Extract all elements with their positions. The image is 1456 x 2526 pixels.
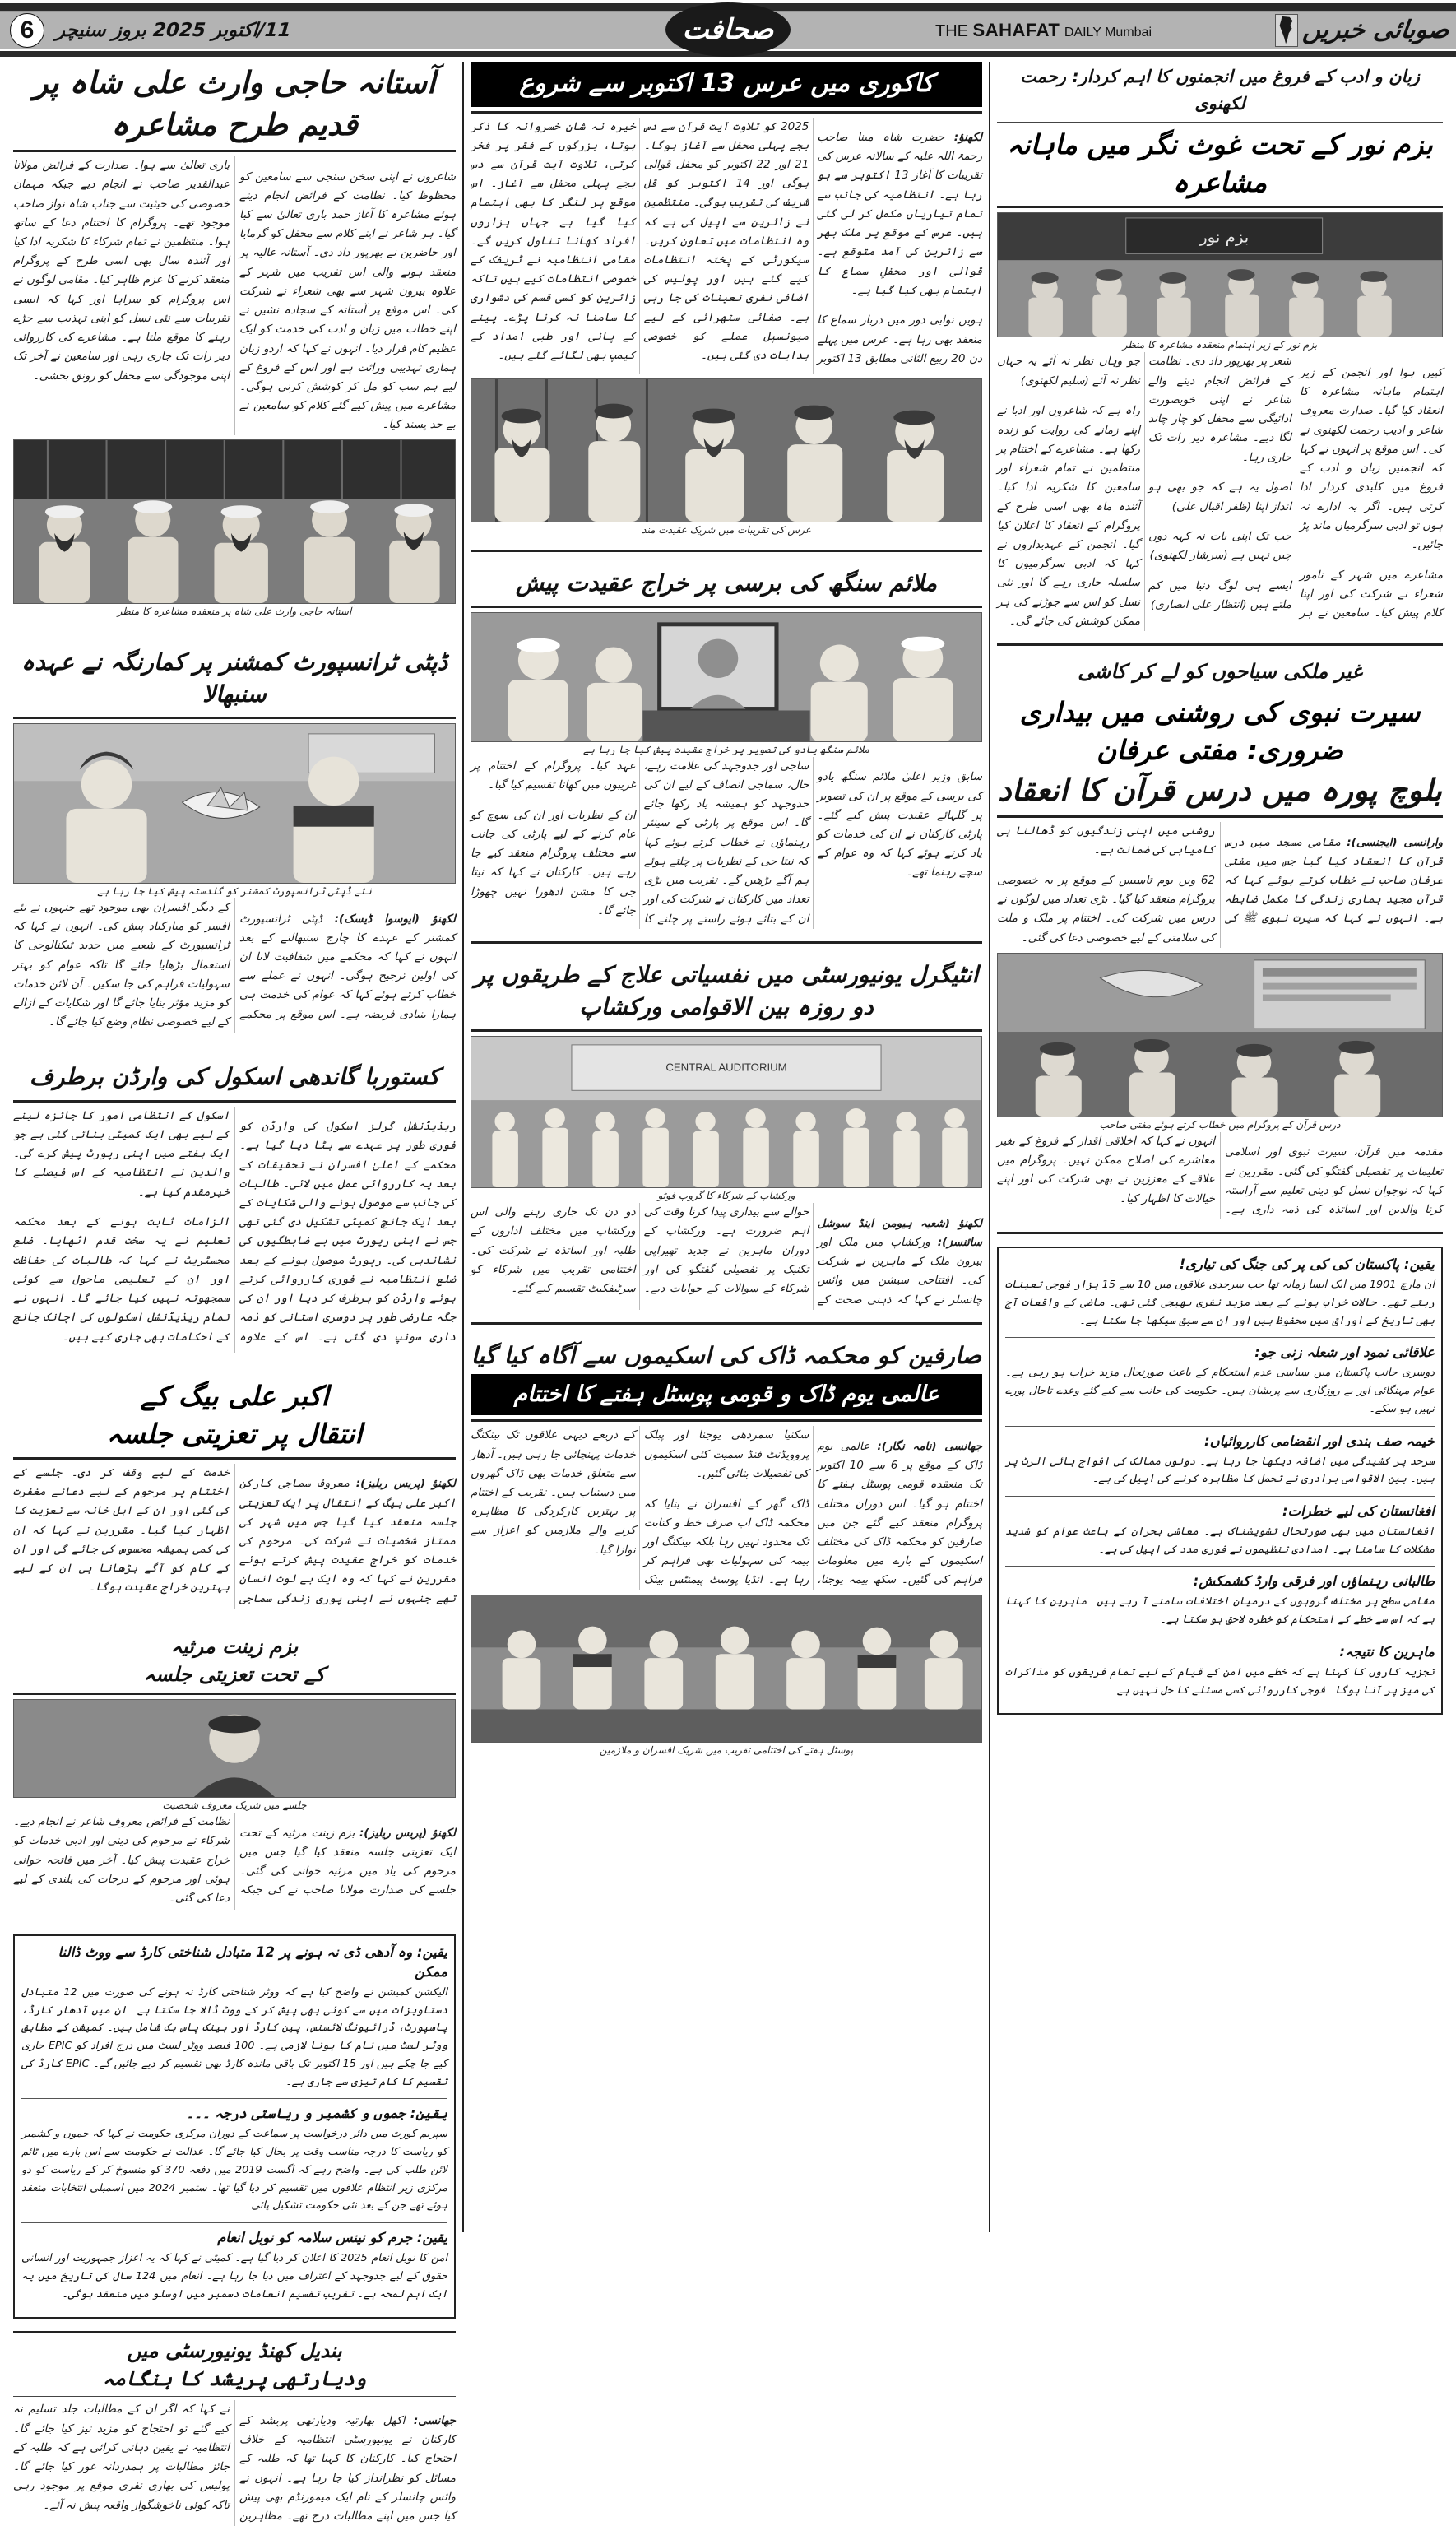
poem-line: جو وہاں نظر نہ آئے یہ جہاں نظر نہ آئے (سلیم لکھنوی) bbox=[997, 355, 1140, 388]
paragraph-text: ورکشاپ میں ملک اور بیرون ملک کے ماہرین نے شرکت کی۔ افتتاحی سیشن میں وائس چانسلر نے کہا کہ ذہنی صحت کے حوالے سے بیداری پیدا کرنا وقت کی اہم ضرورت ہے۔ ورکشاپ کے دوران ماہرین نے جدید تھیراپی تکنیک پر تفصیلی گفتگو کی اور شرکاء کے سوالات کے جوابات دیے۔ دو دن تک جاری رہنے والی اس ورکشاپ میں مختلف اداروں کے طلبہ اور اساتذہ نے شرکت کی۔ اختتامی تقریب میں شرکاء کو سرٹیفکیٹ تقسیم کیے گئے۔ bbox=[471, 1205, 982, 1307]
ghair-mulki-kicker: غیر ملکی سیاحوں کو لے کر کاشی bbox=[1078, 660, 1362, 684]
akbar-headline-line1: اکبر علی بیگ کے bbox=[140, 1379, 329, 1412]
brief-text: تجزیہ کاروں کا کہنا ہے کہ خطے میں امن کے قیام کے لیے تمام فریقوں کو مذاکرات کی میز پر آنا ہوگا۔ فوجی کارروائی کسی مسئلے کا حل نہیں ہے۔ bbox=[1005, 1665, 1435, 1697]
sahafat-logo: صحافت bbox=[665, 2, 791, 57]
masthead-latin-title bbox=[935, 20, 1152, 41]
dateline: لکھنؤ (پریس ریلیز): bbox=[359, 1826, 457, 1840]
akbar-body bbox=[13, 1464, 456, 1609]
article-bazm-zeenat bbox=[13, 1633, 456, 1910]
divider bbox=[13, 1100, 456, 1103]
paragraph: ڈاک گھر کے افسران نے بتایا کہ محکمہ ڈاک اب صرف خط و کتابت تک محدود نہیں رہا بلکہ بینکنگ اور بیمہ کی سہولیات بھی فراہم کر رہا ہے۔ انڈیا پوسٹ پیمنٹس بینک کے ذریعے دیہی علاقوں تک بینکنگ خدمات پہنچائی جا رہی ہیں۔ آدھار سے متعلق خدمات بھی ڈاک گھروں میں دستیاب ہیں۔ تقریب کے اختتام پر بہترین کارکردگی کا مظاہرہ کرنے والے ملازمین کو اعزاز سے نوازا گیا۔ bbox=[471, 1428, 809, 1587]
paragraph: باری تعالیٰ سے ہوا۔ صدارت کے فرائض مولانا عبدالقدیر صاحب نے انجام دیے جبکہ مہمان خصوصی کی حیثیت سے جناب شاہ نواز صاحب موجود تھے۔ پروگرام کا اختتام دعا کے ساتھ ہوا۔ منتظمین نے تمام شرکاء کا شکریہ ادا کیا اور آئندہ سال بھی اسی طرح کے پروگرام منعقد کرنے کا عزم ظاہر کیا۔ مقامی لوگوں نے اس پروگرام کو سراہا اور کہا کہ ایسی تقریبات سے نئی نسل کو اپنی تہذیب سے جڑے رہنے کا موقع ملتا ہے۔ مشاعرے کی کارروائی دیر رات تک جاری رہی اور سامعین نے آخر تک اپنی موجودگی سے محفل کو رونق بخشی۔ bbox=[13, 159, 230, 383]
baloch-pura-body-top bbox=[997, 822, 1443, 948]
masthead-left bbox=[1209, 14, 1456, 47]
news-brief bbox=[1005, 1642, 1435, 1699]
paragraph: مقدمہ میں قرآن، سیرت نبوی اور اسلامی تعلیمات پر تفصیلی گفتگو کی گئی۔ مقررین نے کہا کہ نوجوان نسل کو دینی تعلیم سے آراستہ کرنا والدین اور اساتذہ کی ذمہ داری ہے۔ انہوں نے کہا کہ اخلاقی اقدار کے فروغ کے بغیر معاشرے کی اصلاح ممکن نہیں۔ پروگرام میں علاقے کے معززین نے بھی شرکت کی اور اپنے خیالات کا اظہار کیا۔ bbox=[997, 1134, 1443, 1217]
article-astana-mushaira bbox=[13, 62, 456, 619]
dateline: جھانسی (نامہ نگار): bbox=[877, 1439, 982, 1453]
article-baloch-pura bbox=[997, 658, 1443, 1219]
divider bbox=[471, 550, 982, 552]
paragraph: مشاعرے میں شہر کے نامور شعراء نے شرکت کی اور اپنا کلام پیش کیا۔ سامعین نے ہر شعر پر بھرپور داد دی۔ نظامت کے فرائض انجام دینے والے شاعر نے اپنی خوبصورت ادائیگی سے محفل کو چار چاند لگا دیے۔ مشاعرہ دیر رات تک جاری رہا۔ bbox=[1148, 355, 1443, 620]
paragraph bbox=[13, 898, 456, 1033]
astana-body-top bbox=[13, 156, 456, 435]
paragraph: ان کے نظریات اور ان کی سوچ کو عام کرنے کے لیے پارٹی کی جانب سے مختلف پروگرام منعقد کیے جا رہے ہیں۔ کارکنان نے کہا کہ نیتا جی کا مشن ادھورا نہیں چھوڑا جائے گا۔ bbox=[471, 808, 636, 917]
brief-title: افغانستان کی لیے خطرات: bbox=[1282, 1503, 1435, 1519]
mushaira-gathering-photo bbox=[13, 439, 456, 604]
column-left bbox=[7, 62, 462, 2524]
article-integral-workshop bbox=[471, 956, 982, 1310]
brief-title: یقین: پاکستان کی کی پر کی جنگ کی تیاری! bbox=[1179, 1256, 1435, 1273]
paragraph bbox=[471, 1203, 982, 1310]
dateline: جھانسی: bbox=[413, 2413, 456, 2427]
divider bbox=[13, 1693, 456, 1695]
paragraph bbox=[13, 2400, 456, 2526]
news-brief bbox=[1005, 1572, 1435, 1628]
brief-text: سپریم کورٹ میں دائر درخواست پر سماعت کے دوران مرکزی حکومت نے کہا کہ جموں و کشمیر کو ریاست کا درجہ مناسب وقت پر بحال کیا جائے گا۔ عدالت نے حکومت سے اس بارے میں ٹائم لائن طلب کی ہے۔ واضح رہے کہ اگست 2019 میں دفعہ 370 کو منسوخ کر کے ریاست کو دو مرکزی زیر انتظام علاقوں میں تقسیم کر دیا گیا تھا۔ ستمبر 2024 میں اسمبلی انتخابات منعقد ہوئے تھے جن کے بعد نئی حکومت تشکیل پائی۔ bbox=[21, 2128, 447, 2213]
deputy-transport-headline: ڈپٹی ٹرانسپورٹ کمشنر پر کمارنگہ نے عہدہ سنبھالا bbox=[21, 648, 448, 708]
mulayam-headline: ملائم سنگھ کی برسی پر خراج عقیدت پیش bbox=[515, 569, 938, 597]
paragraph: سابق وزیر اعلیٰ ملائم سنگھ یادو کی برسی کے موقع پر ان کی تصویر پر گلہائے عقیدت پیش کیے گئے۔ پارٹی کارکنان نے ان کی خدمات کو یاد کرتے ہوئے کہا کہ وہ عوام کے سچے رہنما تھے۔ bbox=[817, 770, 982, 880]
divider bbox=[471, 1419, 982, 1422]
article-bazm-noor bbox=[997, 62, 1443, 631]
bazm-zeenat-headline-2: کے تحت تعزیتی جلسہ bbox=[144, 1662, 325, 1686]
divider bbox=[997, 122, 1443, 123]
column-middle bbox=[462, 62, 989, 2232]
bundelkhand-body bbox=[13, 2400, 456, 2526]
news-briefs-box-1 bbox=[997, 1247, 1443, 1715]
paragraph: خیرہ نہ شانِ خسروانہ کا ذکر ہوتا، بزرگوں کے فقر پر فخر کرتی، تلاوت آیت قرآن سے دس بجے پہلی محفل سے آغاز۔ اس موقع پر لنگر کا بھی اہتمام کیا گیا ہے جہاں ہزاروں افراد کھانا تناول کریں گے۔ مقامی انتظامیہ نے ٹریفک کے خصوصی انتظامات کیے ہیں تاکہ زائرین کو کسی قسم کی دشواری کا سامنا نہ کرنا پڑے۔ پینے کے پانی اور طبی امداد کے کیمپ بھی لگائے گئے ہیں۔ bbox=[471, 119, 636, 363]
divider bbox=[1005, 1426, 1435, 1427]
paragraph-text: اکھل بھارتیہ ودیارتھی پریشد کے کارکنان نے یونیورسٹی انتظامیہ کے خلاف احتجاج کیا۔ کارکنان کا کہنا تھا کہ طلبہ کے مسائل کو نظرانداز کیا جا رہا ہے۔ انہوں نے وائس چانسلر کے نام ایک میمورنڈم بھی پیش کیا جس میں اپنے مطالبات درج تھے۔ مظاہرین نے کہا کہ اگر ان کے مطالبات جلد تسلیم نہ کیے گئے تو احتجاج کو مزید تیز کیا جائے گا۔ انتظامیہ نے یقین دہانی کرائی ہے کہ طلبہ کے جائز مطالبات پر ہمدردانہ غور کیا جائے گا۔ پولیس کی بھاری نفری موقع پر موجود رہی تاکہ کوئی ناخوشگوار واقعہ پیش نہ آئے۔ bbox=[13, 2403, 456, 2524]
divider bbox=[997, 1232, 1443, 1234]
latin-city: DAILY Mumbai bbox=[1064, 25, 1152, 39]
masthead bbox=[0, 3, 1456, 57]
bazm-noor-mushaira-photo bbox=[997, 212, 1443, 337]
divider bbox=[13, 150, 456, 152]
brief-title: طالبانی رہنماؤں اور فرقی وارڈ کشمکش: bbox=[1193, 1573, 1435, 1590]
paragraph: ریذیڈنشل گرلز اسکول کی وارڈن کو فوری طور پر عہدے سے ہٹا دیا گیا ہے۔ محکمے کے اعلیٰ افسران نے تحقیقات کے بعد یہ کارروائی عمل میں لائی۔ طالبات کی جانب سے موصول ہونے والی شکایات کے بعد ایک جانچ کمیٹی تشکیل دی گئی تھی جس نے اپنی رپورٹ میں بے ضابطگیوں کی نشاندہی کی۔ رپورٹ موصول ہونے کے بعد ضلع انتظامیہ نے فوری کارروائی کرتے ہوئے وارڈن کو برطرف کر دیا اور ان کی جگہ عارضی طور پر دوسری استانی کو ذمہ داری سونپ دی گئی ہے۔ اس کے علاوہ اسکول کے انتظامی امور کا جائزہ لینے کے لیے بھی ایک کمیٹی بنائی گئی ہے جو ایک ہفتے میں اپنی رپورٹ پیش کرے گی۔ والدین نے انتظامیہ کے اس فیصلے کا خیرمقدم کیا ہے۔ bbox=[13, 1108, 456, 1344]
svg-text:CENTRAL AUDITORIUM: CENTRAL AUDITORIUM bbox=[665, 1061, 787, 1074]
column-right bbox=[989, 62, 1449, 2232]
mushaira-photo-caption: آستانہ حاجی وارث علی شاہ پر منعقدہ مشاعرہ کا منظر bbox=[117, 605, 352, 617]
postal-headline: صارفین کو محکمہ ڈاک کی اسکیموں سے آگاہ کیا گیا bbox=[471, 1341, 982, 1369]
workshop-group-photo bbox=[471, 1036, 982, 1188]
dateline: لکھنؤ (شعبہ ہیومن اینڈ سوشل سائنسز): bbox=[817, 1216, 983, 1249]
paragraph-text: ڈپٹی ٹرانسپورٹ کمشنر کے عہدے کا چارج سنبھالنے کے بعد انہوں نے کہا کہ محکمے میں شفافیت لانا ان کی اولین ترجیح ہوگی۔ انہوں نے عملے سے خطاب کرتے ہوئے کہا کہ عوام کی خدمت ہی ہمارا بنیادی فریضہ ہے۔ اس موقع پر محکمے کے دیگر افسران بھی موجود تھے جنہوں نے نئے افسر کو مبارکباد پیش کی۔ انہوں نے کہا کہ ٹرانسپورٹ کے شعبے میں جدید ٹیکنالوجی کا استعمال بڑھایا جائے گا تاکہ عوام کو بہتر سہولیات فراہم کی جا سکیں۔ آن لائن خدمات کو مزید مؤثر بنایا جائے گا اور شکایات کے ازالے کے لیے خصوصی نظام وضع کیا جائے گا۔ bbox=[13, 901, 456, 1029]
paragraph bbox=[13, 1813, 456, 1910]
divider bbox=[13, 717, 456, 719]
news-brief bbox=[21, 2104, 447, 2215]
brief-title: ماہرین کا نتیجہ: bbox=[1339, 1643, 1435, 1660]
paragraph-text: معروف سماجی کارکن اکبر علی بیگ کے انتقال پر ایک تعزیتی جلسہ منعقد کیا گیا جس میں شہر کی ممتاز شخصیات نے شرکت کی۔ مرحوم کی خدمات کو خراج عقیدت پیش کرتے ہوئے مقررین نے کہا کہ وہ ایک بے لوث انسان تھے جنہوں نے اپنی پوری زندگی سماجی خدمت کے لیے وقف کر دی۔ جلسے کے اختتام پر مرحوم کے لیے دعائے مغفرت کی گئی اور ان کے اہل خانہ سے تعزیت کا اظہار کیا گیا۔ مقررین نے کہا کہ ان کی کمی ہمیشہ محسوس کی جائے گی اور ان کے کام کو آگے بڑھانا ہی ان کے لیے بہترین خراج عقیدت ہوگا۔ bbox=[13, 1465, 456, 1605]
divider bbox=[1005, 1337, 1435, 1338]
brief-title: علاقائی نمود اور شعلہ زنی جو: bbox=[1254, 1344, 1435, 1361]
latin-brand: SAHAFAT bbox=[972, 19, 1060, 40]
divider bbox=[471, 1322, 982, 1325]
akbar-headline-line2: انتقال پر تعزیتی جلسہ bbox=[106, 1417, 363, 1450]
postal-photo-caption: پوسٹل ہفتے کی اختتامی تقریب میں شریک افسران و ملازمین bbox=[599, 1744, 854, 1756]
divider bbox=[13, 2331, 456, 2333]
workshop-photo-caption: ورکشاپ کے شرکاء کا گروپ فوٹو bbox=[657, 1190, 795, 1202]
article-kasturba-warden bbox=[13, 1058, 456, 1352]
news-brief bbox=[1005, 1502, 1435, 1558]
paragraph: 62 ویں یوم تاسیس کے موقع پر یہ خصوصی پروگرام منعقد کیا گیا۔ بڑی تعداد میں لوگوں نے درس میں شرکت کی۔ اختتام پر ملک و ملت کی سلامتی کے لیے خصوصی دعا کی گئی۔ bbox=[997, 873, 1215, 945]
bazm-noor-body bbox=[997, 352, 1443, 631]
svg-text:بزم نور: بزم نور bbox=[1199, 228, 1250, 247]
seerat-nabvi-headline: سیرت نبوی کی روشنی میں بیداری ضروری: مفتی عرفان bbox=[1019, 695, 1421, 766]
masthead-bar bbox=[0, 11, 1456, 49]
state-news-label: صوبائی خبریں bbox=[1301, 16, 1451, 44]
news-brief bbox=[21, 2228, 447, 2303]
bazm-noor-kicker: زبان و ادب کے فروغ میں انجمنوں کا اہم کردار: رحمت لکھنوی bbox=[1020, 67, 1420, 114]
mulayam-body bbox=[471, 757, 982, 929]
poem-line: جب تک اپنی بات نہ کہہ دوں چین نہیں ہے (سرشار لکھنوی) bbox=[1148, 530, 1291, 563]
astana-headline: آستانہ حاجی وارث علی شاہ پر قدیم طرح مشاعرہ bbox=[33, 65, 436, 143]
paragraph: ساجی اور جدوجہد کی علامت رہے، حال، سماجی انصاف کے لیے ان کی جدوجہد کو ہمیشہ یاد رکھا جائے گا۔ اس موقع پر پارٹی کے سینئر رہنماؤں نے خطاب کرتے ہوئے کہا کہ نیتا جی کے نظریات پر چلتے ہوئے ہم آگے بڑھیں گے۔ تقریب میں بڑی تعداد میں کارکنان نے شرکت کی اور ان کے بتائے ہوئے راستے پر چلنے کا عہد کیا۔ پروگرام کے اختتام پر غریبوں میں کھانا تقسیم کیا گیا۔ bbox=[471, 759, 809, 926]
postal-week-ceremony-photo bbox=[471, 1595, 982, 1743]
news-brief bbox=[1005, 1432, 1435, 1488]
divider bbox=[13, 1457, 456, 1460]
brief-text: افغانستان میں بھی صورتحال تشویشناک ہے۔ معاشی بحران کے باعث عوام کو شدید مشکلات کا سامنا ہے۔ امدادی تنظیموں نے فوری مدد کی اپیل کی ہے۔ bbox=[1005, 1525, 1435, 1556]
news-brief bbox=[1005, 1343, 1435, 1418]
workshop-body bbox=[471, 1203, 982, 1310]
bundelkhand-headline-2: ودیارتھی پریشد کا ہنگامہ bbox=[102, 2366, 367, 2390]
issue-date: 11/اکتوبر 2025 بروز سنیچر bbox=[55, 19, 292, 41]
news-brief bbox=[1005, 1255, 1435, 1330]
baloch-pura-body-bottom bbox=[997, 1132, 1443, 1219]
paragraph-text: مقامی مسجد میں درس قرآن کا انعقاد کیا گیا جس میں مفتی عرفان صاحب نے خطاب کرتے ہوئے کہا کہ قرآن مجید ہماری زندگی کا مکمل ضابطہ ہے۔ انہوں نے کہا کہ سیرت نبوی ﷺ کی روشنی میں اپنی زندگیوں کو ڈھالنا ہی کامیابی کی ضمانت ہے۔ bbox=[997, 824, 1443, 926]
paragraph: الزامات ثابت ہونے کے بعد محکمہ تعلیم نے یہ سخت قدم اٹھایا۔ ضلع مجسٹریٹ نے کہا کہ طالبات کی حفاظت اور ان کے تعلیمی ماحول سے کوئی سمجھوتہ نہیں کیا جائے گا۔ انہوں نے تمام ریذیڈنشل اسکولوں کی اچانک جانچ کے احکامات بھی جاری کیے ہیں۔ bbox=[13, 1215, 230, 1344]
article-akbar-ali-beg bbox=[13, 1377, 456, 1609]
dateline: لکھنؤ (ایوسوا ڈیسک): bbox=[334, 912, 456, 926]
paragraph-text: حضرت شاہ مینا صاحب رحمۃ اللہ علیہ کے سالانہ عرس کی تقریبات کا آغاز 13 اکتوبر سے ہو رہا ہے۔ انتظامیہ کی جانب سے تمام تیاریاں مکمل کر لی گئی ہیں۔ عرس کے موقع پر ملک بھر سے زائرین کی آمد متوقع ہے۔ قوالی اور محفلِ سماع کا اہتمام بھی کیا گیا ہے۔ bbox=[817, 131, 982, 297]
paragraph-text: عالمی یوم ڈاک کے موقع پر 6 سے 10 اکتوبر تک منعقدہ قومی پوسٹل ہفتے کا اختتام ہو گیا۔ اس دوران مختلف پروگرام منعقد کیے گئے جن میں صارفین کو محکمہ ڈاک کی مختلف اسکیموں کے بارے میں معلومات فراہم کی گئیں۔ سکھ بیمہ یوجنا، سکنیا سمردھی یوجنا اور پبلک پروویڈنٹ فنڈ سمیت کئی اسکیموں کی تفصیلات بتائی گئیں۔ bbox=[643, 1428, 982, 1587]
divider bbox=[997, 815, 1443, 818]
kakori-headline: کاکوری میں عرس 13 اکتوبر سے شروع bbox=[471, 62, 982, 107]
divider bbox=[997, 206, 1443, 208]
officer-photo-caption: نئے ڈپٹی ٹرانسپورٹ کمشنر کو گلدستہ پیش کیا جا رہا ہے bbox=[97, 885, 372, 898]
brief-text: الیکشن کمیشن نے واضح کیا ہے کہ ووٹر شناختی کارڈ نہ ہونے کی صورت میں 12 متبادل دستاویزات میں سے کوئی بھی پیش کر کے ووٹ ڈالا جا سکتا ہے۔ ان میں آدھار کارڈ، پاسپورٹ، ڈرائیونگ لائسنس، پین کارڈ اور بینک پاس بک شامل ہیں۔ کمیشن کے مطابق ووٹر لسٹ میں نام کا ہونا لازمی ہے۔ 100 فیصد ووٹر لسٹ میں درج افراد کو EPIC جاری کیے جا چکے ہیں اور 15 اکتوبر تک باقی ماندہ کارڈ بھی تقسیم کر دیے جائیں گے۔ EPIC کارڈ کی تقسیم کا کام تیزی سے جاری ہے۔ bbox=[21, 1985, 448, 2088]
masthead-right bbox=[0, 13, 291, 48]
divider bbox=[1005, 1496, 1435, 1497]
bazm-noor-headline: بزم نور کے تحت غوث نگر میں ماہانہ مشاعرہ bbox=[1007, 128, 1433, 199]
baloch-pura-headline: بلوچ پورہ میں درس قرآن کا انعقاد bbox=[998, 773, 1442, 808]
kasturba-body bbox=[13, 1107, 456, 1353]
urs-devotees-photo bbox=[471, 378, 982, 522]
paragraph: شاعروں نے اپنی سخن سنجی سے سامعین کو محظوظ کیا۔ نظامت کے فرائض انجام دیتے ہوئے مشاعرہ کا آغاز حمد باری تعالیٰ سے کیا گیا۔ ہر شاعر نے اپنے کلام سے محفل کو گرمایا اور حاضرین نے بھرپور داد دی۔ آستانہ عالیہ پر منعقد ہونے والی اس تقریب میں شہر کے علاوہ بیرون شہر سے بھی شعراء نے شرکت کی۔ اس موقع پر آستانہ کے سجادہ نشیں نے اپنے خطاب میں زبان و ادب کی خدمت کو ایک عظیم کام قرار دیا۔ انہوں نے کہا کہ اردو زبان ہماری تہذیبی وراثت ہے اور اس کے فروغ کے لیے ہم سب کو مل کر کوشش کرنی ہوگی۔ مشاعرے میں پیش کیے گئے کلام کو سامعین نے بے حد پسند کیا۔ bbox=[239, 169, 456, 432]
divider bbox=[1005, 1566, 1435, 1567]
article-mulayam-tribute bbox=[471, 564, 982, 929]
dateline: وارانسی (ایجنسی): bbox=[1347, 835, 1443, 849]
bazm-noor-photo-caption: بزم نور کے زیر اہتمام منعقدہ مشاعرہ کا منظر bbox=[1122, 339, 1318, 351]
quran-lecture-photo-caption: درس قرآن کے پروگرام میں خطاب کرتے ہوئے مفتی صاحب bbox=[1099, 1118, 1341, 1131]
paragraph-text: بزم زینت مرثیہ کے تحت ایک تعزیتی جلسہ منعقد کیا گیا جس میں مرحوم کی یاد میں مرثیہ خوانی کی گئی۔ جلسے کی صدارت مولانا صاحب نے کی جبکہ نظامت کے فرائض معروف شاعر نے انجام دیے۔ شرکاء نے مرحوم کی دینی اور ادبی خدمات کو خراج عقیدت پیش کیا۔ آخر میں فاتحہ خوانی ہوئی اور مرحوم کے درجات کی بلندی کے لیے دعا کی گئی۔ bbox=[13, 1815, 456, 1905]
paragraph: راہ ہے کہ شاعروں اور ادبا نے اپنے زمانے کی روایت کو زندہ رکھا ہے۔ مشاعرے کے اختتام پر منتظمین نے تمام شعراء اور سامعین کا شکریہ ادا کیا۔ آئندہ ماہ بھی اسی طرح کے پروگرام کے انعقاد کا اعلان کیا گیا۔ انجمن کے عہدیداروں نے کہا کہ ادبی سرگرمیوں کا سلسلہ جاری رہے گا اور نئی نسل کو اس سے جوڑنے کی ہر ممکن کوشش کی جائے گی۔ bbox=[997, 404, 1140, 628]
postal-subheadline: عالمی یوم ڈاک و قومی پوسٹل ہفتے کا اختتام bbox=[471, 1374, 982, 1415]
paragraph bbox=[817, 128, 982, 300]
india-map-icon bbox=[1275, 14, 1298, 47]
divider bbox=[471, 606, 982, 608]
brief-title: یقین: جرم کو نینس سلامہ کو نوبل انعام bbox=[217, 2230, 447, 2246]
brief-text: ان مارچ 1901 میں ایک ایسا زمانہ تھا جب سرحدی علاقوں میں 10 سے 15 ہزار فوجی تعینات رہتے تھے۔ حالات خراب ہونے کے بعد مزید نفری بھیجی گئی تھی۔ ماضی کے واقعات آج بھی تاریخ کے اوراق میں محفوظ ہیں اور ان سے سبق سیکھا جا سکتا ہے۔ bbox=[1005, 1279, 1435, 1327]
news-brief bbox=[21, 1943, 447, 2091]
brief-text: مقامی سطح پر مختلف گروہوں کے درمیان اختلافات سامنے آ رہے ہیں۔ ماہرین کا کہنا ہے کہ اس سے خطے کے استحکام کو خطرہ لاحق ہو سکتا ہے۔ bbox=[1005, 1595, 1435, 1627]
tribute-portrait-photo bbox=[471, 612, 982, 742]
divider bbox=[471, 1029, 982, 1032]
article-kakori-urs bbox=[471, 62, 982, 537]
brief-title: یقین: جموں و کشمیر و ریاستی درجہ ۔۔۔ bbox=[186, 2106, 447, 2122]
urs-photo-caption: عرس کی تقریبات میں شریک عقیدت مند bbox=[642, 523, 811, 536]
brief-text: سرحد پر کشیدگی میں اضافہ دیکھا جا رہا ہے۔ دونوں ممالک کی افواج ہائی الرٹ پر ہیں۔ بین الاقوامی برادری نے تحمل کا مظاہرہ کرنے کی اپیل کی ہے۔ bbox=[1005, 1455, 1435, 1486]
bazm-zeenat-body bbox=[13, 1813, 456, 1910]
brief-title: خیمہ صف بندی اور انقضامی کارروائیاں: bbox=[1203, 1432, 1435, 1449]
divider bbox=[13, 2396, 456, 2397]
divider bbox=[471, 111, 982, 114]
quran-lecture-photo bbox=[997, 953, 1443, 1117]
paragraph: ہویں نوابی دور میں دربار سماع کا منعقد بھی رہا ہے۔ عرس میں پہلے دن 20 ربیع الثانی مطابق 13 اکتوبر 2025 کو تلاوت آیت قرآن سے دس بجے پہلی محفل سے آغاز ہوگا۔ 21 اور 22 اکتوبر کو محفل قوالی ہوگی اور 14 اکتوبر کو قل شریف کی تقریب ہوگی۔ منتظمین نے زائرین سے اپیل کی ہے کہ وہ انتظامات میں تعاون کریں۔ سیکورٹی کے پختہ انتظامات کیے گئے ہیں اور پولیس کی اضافی نفری تعینات کی جا رہی ہے۔ صفائی ستھرائی کے لیے میونسپل عملے کو خصوصی ہدایات دی گئی ہیں۔ bbox=[643, 119, 982, 365]
divider bbox=[471, 941, 982, 944]
kasturba-headline: کستوربا گاندھی اسکول کی وارڈن برطرف bbox=[29, 1063, 440, 1091]
officer-felicitation-photo bbox=[13, 723, 456, 884]
tribute-photo-caption: ملائم سنگھ یادو کی تصویر پر خراج عقیدت پیش کیا جا رہا ہے bbox=[582, 743, 870, 755]
bazm-zeenat-headline-1: بزم زینت مرثیہ bbox=[170, 1634, 299, 1658]
news-briefs-box-2 bbox=[13, 1934, 456, 2319]
brief-title: یقین: وہ آدھی ڈی نہ ہونے پر 12 متبادل شناختی کارڈ سے ووٹ ڈالنا ممکن bbox=[58, 1944, 447, 1980]
paragraph bbox=[13, 1464, 456, 1609]
poem-line: اصول یہ ہے کہ جو بھی ہو انداز اپنا (ظفر اقبال علی) bbox=[1148, 481, 1291, 513]
poem-line: ایسے ہی لوگ دنیا میں کم ملتے ہیں (انتظار علی انصاری) bbox=[1148, 579, 1291, 612]
article-bundelkhand bbox=[13, 2327, 456, 2526]
brief-text: دوسری جانب پاکستان میں سیاسی عدم استحکام کے باعث صورتحال مزید خراب ہو رہی ہے۔ عوام مہنگائی اور بے روزگاری سے پریشان ہیں۔ حکومت کی جانب سے کیے گئے وعدے تاحال پورے نہیں ہو سکے۔ bbox=[1005, 1367, 1435, 1415]
brief-text: امن کا نوبل انعام 2025 کا اعلان کر دیا گیا ہے۔ کمیٹی نے کہا کہ یہ اعزاز جمہوریت اور انسانی حقوق کے لیے جدوجہد کے اعتراف میں دیا جا رہا ہے۔ انعام میں 124 سال کی تاریخ میں یہ ایک اہم لمحہ ہے۔ تقریب تقسیم انعامات دسمبر میں اوسلو میں منعقد ہوگی۔ bbox=[21, 2252, 448, 2301]
workshop-headline: انٹیگرل یونیورسٹی میں نفسیاتی علاج کے طریقوں پر دو روزہ بین الاقوامی ورکشاپ bbox=[474, 960, 979, 1020]
divider bbox=[997, 643, 1443, 646]
article-deputy-transport bbox=[13, 643, 456, 1034]
deputy-transport-body bbox=[13, 898, 456, 1033]
dateline: لکھنؤ (پریس ریلیز): bbox=[355, 1477, 456, 1491]
latin-the: THE bbox=[934, 21, 968, 40]
bundelkhand-headline-1: بندیل کھنڈ یونیورسٹی میں bbox=[127, 2339, 342, 2363]
bazm-zeenat-photo-caption: جلسے میں شریک معروف شخصیت bbox=[162, 1799, 307, 1812]
portrait-man-photo bbox=[13, 1699, 456, 1798]
paragraph: کپیں ہوا اور انجمن کے زیر اہتمام ماہانہ مشاعرہ کا انعقاد کیا گیا۔ صدارت معروف شاعر و ادیب رحمت لکھنوی نے کی۔ اس موقع پر انہوں نے کہا کہ انجمنیں زبان و ادب کے فروغ میں کلیدی کردار ادا کرتی ہیں۔ اگر یہ ادارے نہ ہوں تو ادبی سرگرمیاں ماند پڑ جائیں۔ bbox=[1300, 365, 1443, 551]
divider bbox=[21, 2222, 447, 2223]
page-grid bbox=[0, 57, 1456, 2524]
dateline: لکھنؤ: bbox=[953, 131, 982, 144]
kakori-body-top bbox=[471, 118, 982, 374]
postal-body bbox=[471, 1426, 982, 1590]
divider bbox=[21, 2098, 447, 2099]
page-number-badge: 6 bbox=[10, 13, 44, 48]
article-postal-week bbox=[471, 1337, 982, 1758]
